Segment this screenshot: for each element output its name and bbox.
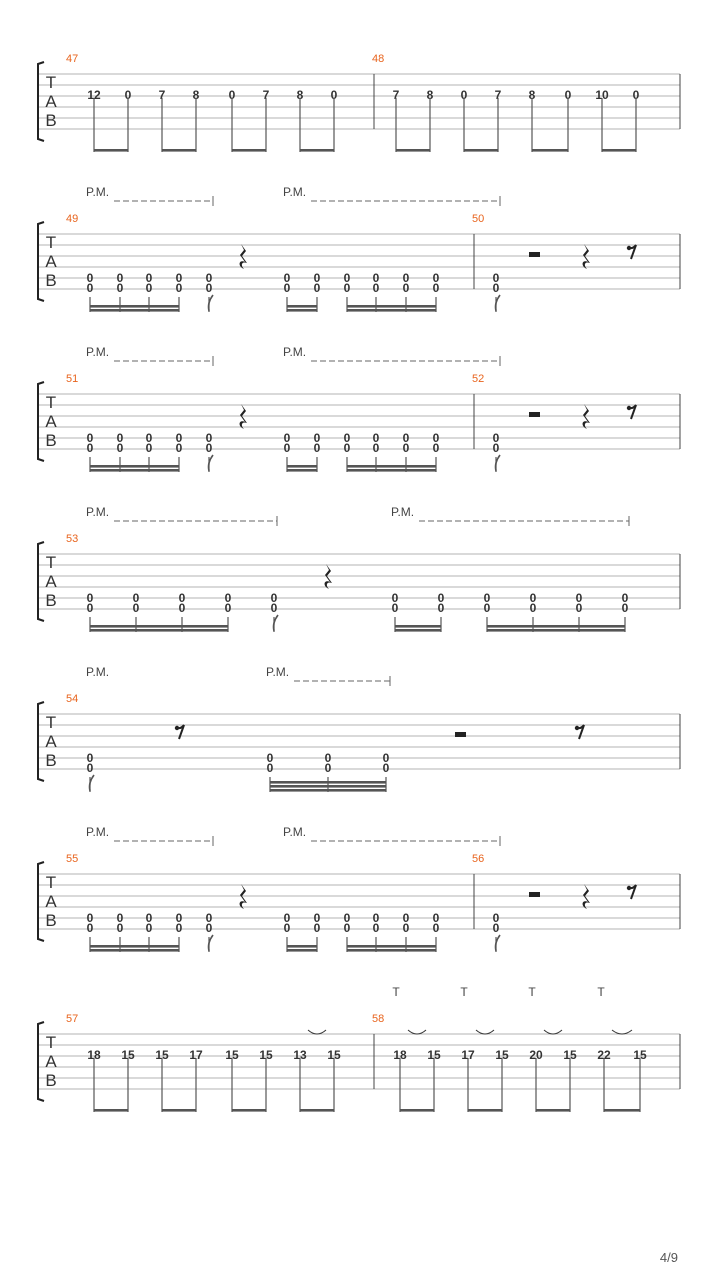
- fret-number: 0: [205, 431, 213, 445]
- measure-number: 50: [472, 213, 485, 225]
- tie: [544, 1030, 562, 1034]
- fret-number: 0: [270, 591, 278, 605]
- fret-number: 0: [343, 431, 351, 445]
- beam: [536, 1109, 570, 1112]
- tab-clef-letter: T: [45, 233, 57, 252]
- fret-number: 0: [205, 921, 213, 935]
- beam: [532, 149, 568, 152]
- beam: [395, 625, 441, 628]
- fret-number: 15: [495, 1048, 509, 1062]
- fret-number: 0: [228, 88, 236, 102]
- palm-mute-label: P.M.: [283, 825, 307, 839]
- fret-number: 0: [432, 911, 440, 925]
- tap-marker: T: [528, 985, 536, 999]
- fret-number: 0: [492, 441, 500, 455]
- fret-number: 0: [224, 591, 232, 605]
- fret-number: 18: [393, 1048, 407, 1062]
- fret-number: 0: [86, 601, 94, 615]
- fret-number: 0: [178, 601, 186, 615]
- tab-clef-letter: A: [45, 892, 57, 911]
- tab-system: [38, 345, 680, 472]
- beam: [90, 309, 179, 312]
- fret-number: 0: [324, 751, 332, 765]
- beam: [270, 781, 386, 784]
- beam: [270, 785, 386, 788]
- fret-number: 0: [372, 271, 380, 285]
- fret-number: 0: [343, 271, 351, 285]
- fret-number: 0: [432, 431, 440, 445]
- beam: [90, 625, 228, 628]
- measure-number: 56: [472, 853, 485, 865]
- fret-number: 0: [372, 281, 380, 295]
- half-rest: [529, 252, 540, 257]
- beam: [90, 305, 179, 308]
- fret-number: 0: [283, 921, 291, 935]
- fret-number: 0: [283, 911, 291, 925]
- fret-number: 0: [175, 431, 183, 445]
- fret-number: 0: [492, 431, 500, 445]
- tab-clef-letter: A: [45, 732, 57, 751]
- fret-number: 15: [633, 1048, 647, 1062]
- fret-number: 0: [621, 591, 629, 605]
- fret-number: 7: [158, 88, 166, 102]
- palm-mute-label: P.M.: [86, 825, 110, 839]
- fret-number: 0: [343, 281, 351, 295]
- fret-number: 0: [632, 88, 640, 102]
- beam: [347, 949, 436, 952]
- beam: [162, 149, 196, 152]
- tap-marker: T: [460, 985, 468, 999]
- tab-clef-letter: T: [45, 1033, 57, 1052]
- fret-number: 0: [432, 281, 440, 295]
- tab-system: [38, 53, 680, 152]
- tap-marker: T: [597, 985, 605, 999]
- tie: [612, 1030, 632, 1034]
- eighth-rest-dot: [627, 246, 631, 250]
- fret-number: 0: [529, 601, 537, 615]
- fret-number: 0: [205, 271, 213, 285]
- fret-number: 0: [313, 281, 321, 295]
- fret-number: 0: [124, 88, 132, 102]
- fret-number: 0: [224, 601, 232, 615]
- fret-number: 7: [392, 88, 400, 102]
- tab-system: [38, 985, 680, 1112]
- fret-number: 0: [178, 591, 186, 605]
- fret-number: 0: [372, 911, 380, 925]
- fret-number: 0: [205, 281, 213, 295]
- fret-number: 0: [86, 431, 94, 445]
- measure-number: 49: [66, 213, 79, 225]
- fret-number: 0: [175, 281, 183, 295]
- tab-clef-letter: A: [45, 572, 57, 591]
- fret-number: 0: [145, 271, 153, 285]
- fret-number: 0: [564, 88, 572, 102]
- beam: [464, 149, 498, 152]
- fret-number: 0: [575, 601, 583, 615]
- fret-number: 0: [116, 281, 124, 295]
- fret-number: 7: [262, 88, 270, 102]
- fret-number: 0: [283, 441, 291, 455]
- fret-number: 15: [327, 1048, 341, 1062]
- beam: [287, 945, 317, 948]
- beam: [602, 149, 636, 152]
- beam: [94, 1109, 128, 1112]
- fret-number: 0: [116, 271, 124, 285]
- fret-number: 0: [266, 761, 274, 775]
- beam: [287, 465, 317, 468]
- beam: [94, 149, 128, 152]
- half-rest: [455, 732, 466, 737]
- fret-number: 0: [313, 441, 321, 455]
- fret-number: 15: [563, 1048, 577, 1062]
- fret-number: 0: [313, 921, 321, 935]
- measure-number: 48: [372, 53, 385, 65]
- beam: [604, 1109, 640, 1112]
- beam: [232, 149, 266, 152]
- fret-number: 15: [427, 1048, 441, 1062]
- fret-number: 0: [343, 911, 351, 925]
- fret-number: 0: [313, 271, 321, 285]
- fret-number: 0: [283, 281, 291, 295]
- fret-number: 0: [372, 441, 380, 455]
- fret-number: 0: [372, 921, 380, 935]
- fret-number: 8: [296, 88, 304, 102]
- fret-number: 15: [155, 1048, 169, 1062]
- fret-number: 8: [192, 88, 200, 102]
- fret-number: 0: [382, 751, 390, 765]
- fret-number: 0: [492, 281, 500, 295]
- measure-number: 53: [66, 533, 79, 545]
- fret-number: 0: [324, 761, 332, 775]
- fret-number: 13: [293, 1048, 307, 1062]
- palm-mute-label: P.M.: [283, 345, 307, 359]
- quarter-rest: [240, 884, 247, 909]
- tab-clef-letter: B: [45, 111, 57, 130]
- fret-number: 0: [483, 601, 491, 615]
- tab-clef-letter: A: [45, 1052, 57, 1071]
- fret-number: 0: [402, 431, 410, 445]
- tab-system: [38, 665, 680, 792]
- tab-clef-letter: B: [45, 271, 57, 290]
- quarter-rest: [583, 244, 590, 269]
- measure-number: 57: [66, 1013, 79, 1025]
- beam: [90, 949, 179, 952]
- fret-number: 0: [86, 281, 94, 295]
- beam: [347, 309, 436, 312]
- fret-number: 0: [145, 441, 153, 455]
- half-rest: [529, 412, 540, 417]
- tie: [408, 1030, 426, 1034]
- fret-number: 0: [330, 88, 338, 102]
- fret-number: 10: [595, 88, 609, 102]
- tab-system: [38, 825, 680, 952]
- beam: [347, 305, 436, 308]
- beam: [90, 469, 179, 472]
- fret-number: 15: [121, 1048, 135, 1062]
- beam: [347, 469, 436, 472]
- beam: [396, 149, 430, 152]
- quarter-rest: [240, 244, 247, 269]
- palm-mute-label: P.M.: [266, 665, 290, 679]
- palm-mute-label: P.M.: [86, 345, 110, 359]
- palm-mute-label: P.M.: [283, 185, 307, 199]
- fret-number: 0: [492, 271, 500, 285]
- fret-number: 0: [460, 88, 468, 102]
- measure-number: 47: [66, 53, 79, 65]
- measure-number: 54: [66, 693, 79, 705]
- tab-clef-letter: B: [45, 591, 57, 610]
- fret-number: 12: [87, 88, 101, 102]
- fret-number: 8: [528, 88, 536, 102]
- fret-number: 0: [402, 911, 410, 925]
- tab-clef-letter: B: [45, 911, 57, 930]
- beam: [395, 629, 441, 632]
- fret-number: 0: [343, 441, 351, 455]
- tab-clef-letter: T: [45, 713, 57, 732]
- fret-number: 0: [86, 591, 94, 605]
- fret-number: 17: [461, 1048, 475, 1062]
- beam: [300, 149, 334, 152]
- fret-number: 0: [343, 921, 351, 935]
- palm-mute-label: P.M.: [86, 185, 110, 199]
- fret-number: 0: [402, 281, 410, 295]
- fret-number: 0: [175, 911, 183, 925]
- fret-number: 0: [86, 911, 94, 925]
- fret-number: 0: [86, 441, 94, 455]
- fret-number: 0: [437, 591, 445, 605]
- beam: [300, 1109, 334, 1112]
- beam: [487, 629, 625, 632]
- quarter-rest: [325, 564, 332, 589]
- fret-number: 0: [145, 911, 153, 925]
- beam: [347, 465, 436, 468]
- measure-number: 52: [472, 373, 485, 385]
- palm-mute-label: P.M.: [86, 505, 110, 519]
- beam: [487, 625, 625, 628]
- fret-number: 0: [437, 601, 445, 615]
- fret-number: 0: [86, 921, 94, 935]
- beam: [90, 945, 179, 948]
- beam: [90, 465, 179, 468]
- fret-number: 0: [402, 271, 410, 285]
- fret-number: 0: [175, 271, 183, 285]
- tab-system: [38, 505, 680, 632]
- quarter-rest: [240, 404, 247, 429]
- fret-number: 0: [145, 921, 153, 935]
- fret-number: 22: [597, 1048, 611, 1062]
- beam: [90, 629, 228, 632]
- fret-number: 0: [391, 591, 399, 605]
- fret-number: 0: [391, 601, 399, 615]
- tab-clef-letter: A: [45, 412, 57, 431]
- fret-number: 0: [382, 761, 390, 775]
- fret-number: 0: [116, 441, 124, 455]
- fret-number: 0: [621, 601, 629, 615]
- beam: [287, 469, 317, 472]
- tab-clef-letter: B: [45, 1071, 57, 1090]
- beam: [287, 309, 317, 312]
- fret-number: 0: [145, 281, 153, 295]
- fret-number: 0: [402, 921, 410, 935]
- tab-clef-letter: T: [45, 553, 57, 572]
- fret-number: 0: [86, 761, 94, 775]
- fret-number: 0: [529, 591, 537, 605]
- fret-number: 0: [372, 431, 380, 445]
- fret-number: 0: [432, 271, 440, 285]
- fret-number: 0: [313, 431, 321, 445]
- fret-number: 0: [145, 431, 153, 445]
- beam: [468, 1109, 502, 1112]
- tab-clef-letter: T: [45, 73, 57, 92]
- fret-number: 0: [205, 911, 213, 925]
- fret-number: 18: [87, 1048, 101, 1062]
- fret-number: 0: [283, 431, 291, 445]
- tab-clef-letter: T: [45, 393, 57, 412]
- quarter-rest: [583, 404, 590, 429]
- beam: [270, 789, 386, 792]
- fret-number: 0: [266, 751, 274, 765]
- quarter-rest: [583, 884, 590, 909]
- beam: [287, 305, 317, 308]
- beam: [347, 945, 436, 948]
- measure-number: 58: [372, 1013, 385, 1025]
- eighth-rest-dot: [627, 406, 631, 410]
- eighth-rest-dot: [175, 726, 179, 730]
- fret-number: 0: [175, 441, 183, 455]
- fret-number: 0: [116, 921, 124, 935]
- fret-number: 0: [132, 591, 140, 605]
- page-number: 4/9: [659, 1250, 678, 1265]
- fret-number: 17: [189, 1048, 203, 1062]
- fret-number: 20: [529, 1048, 543, 1062]
- half-rest: [529, 892, 540, 897]
- beam: [400, 1109, 434, 1112]
- fret-number: 0: [402, 441, 410, 455]
- fret-number: 0: [575, 591, 583, 605]
- measure-number: 51: [66, 373, 79, 385]
- tab-clef-letter: B: [45, 751, 57, 770]
- fret-number: 0: [270, 601, 278, 615]
- fret-number: 0: [86, 271, 94, 285]
- fret-number: 7: [494, 88, 502, 102]
- tie: [308, 1030, 326, 1034]
- tab-clef-letter: B: [45, 431, 57, 450]
- fret-number: 0: [86, 751, 94, 765]
- tie: [476, 1030, 494, 1034]
- fret-number: 0: [492, 921, 500, 935]
- palm-mute-label: P.M.: [391, 505, 415, 519]
- tab-clef-letter: T: [45, 873, 57, 892]
- fret-number: 0: [432, 921, 440, 935]
- fret-number: 0: [132, 601, 140, 615]
- fret-number: 15: [259, 1048, 273, 1062]
- tab-clef-letter: A: [45, 92, 57, 111]
- eighth-rest-dot: [575, 726, 579, 730]
- fret-number: 15: [225, 1048, 239, 1062]
- tab-system: [38, 185, 680, 312]
- fret-number: 0: [483, 591, 491, 605]
- fret-number: 0: [175, 921, 183, 935]
- measure-number: 55: [66, 853, 79, 865]
- fret-number: 0: [313, 911, 321, 925]
- fret-number: 0: [116, 431, 124, 445]
- eighth-rest-dot: [627, 886, 631, 890]
- fret-number: 8: [426, 88, 434, 102]
- fret-number: 0: [116, 911, 124, 925]
- fret-number: 0: [432, 441, 440, 455]
- beam: [287, 949, 317, 952]
- palm-mute-label: P.M.: [86, 665, 110, 679]
- tab-clef-letter: A: [45, 252, 57, 271]
- fret-number: 0: [283, 271, 291, 285]
- fret-number: 0: [205, 441, 213, 455]
- fret-number: 0: [492, 911, 500, 925]
- beam: [232, 1109, 266, 1112]
- beam: [162, 1109, 196, 1112]
- tap-marker: T: [392, 985, 400, 999]
